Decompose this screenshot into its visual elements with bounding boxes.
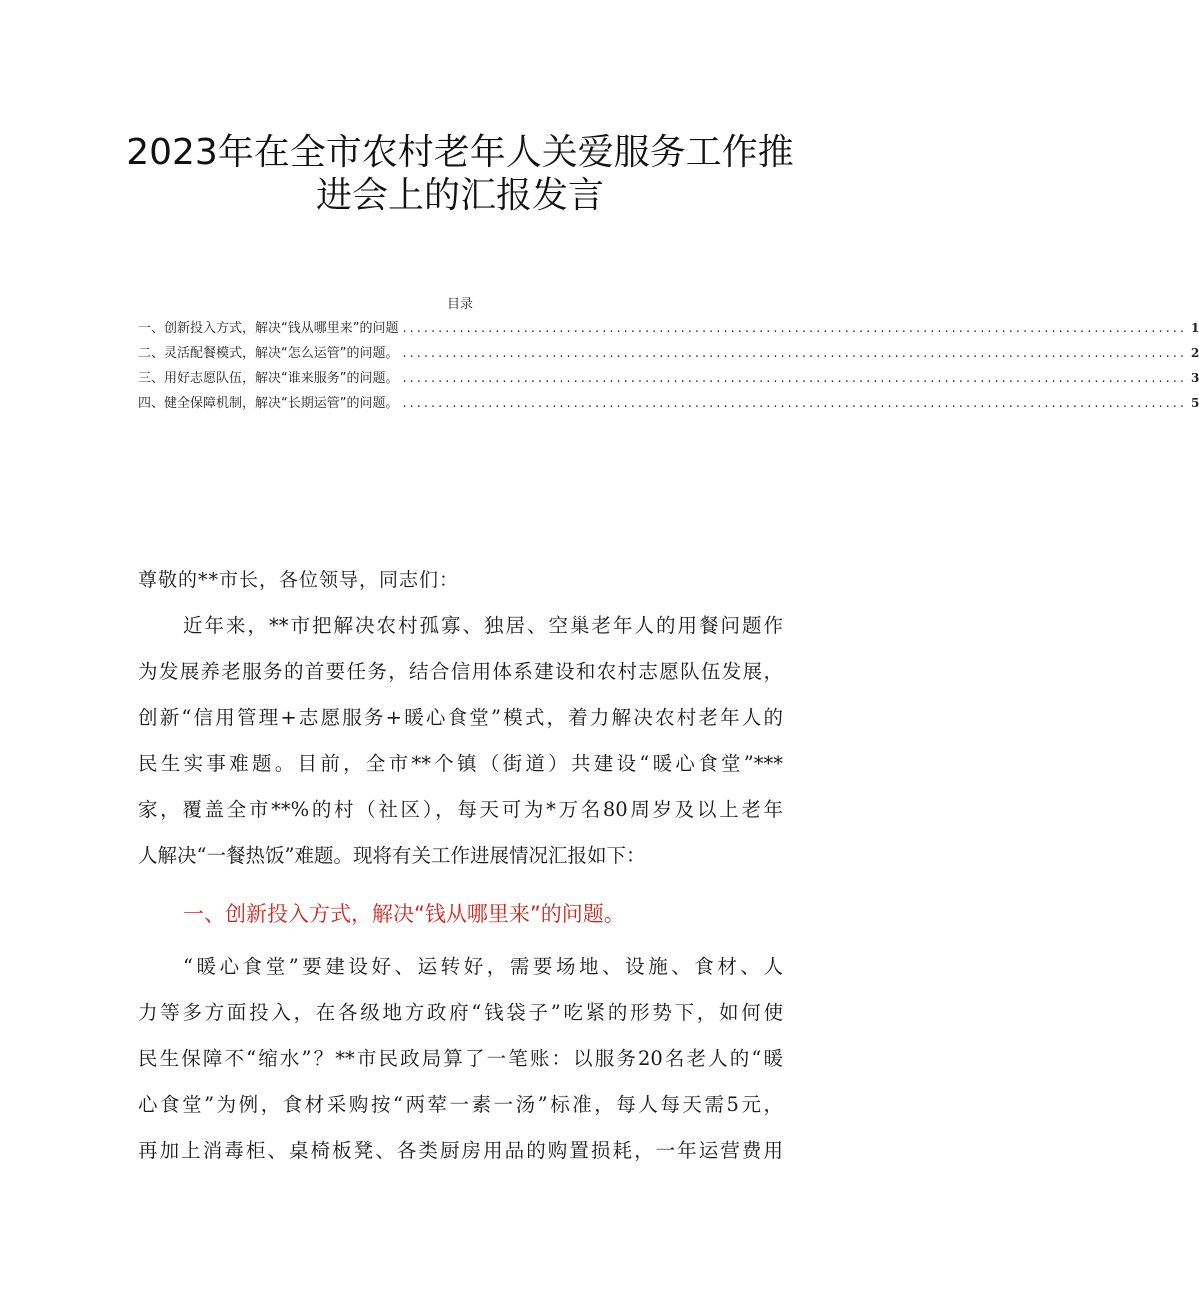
paragraph-line: “暖心食堂”要建设好、运转好，需要场地、设施、食材、人 — [183, 955, 783, 978]
toc-entry-page: 2 — [1191, 346, 1199, 360]
toc-entry[interactable] — [138, 317, 1199, 339]
toc-entry[interactable] — [138, 367, 1199, 389]
toc-leader-dots: .............................................................................................................. — [402, 346, 1188, 361]
paragraph-line: 民生实事难题。目前，全市**个镇（街道）共建设“暖心食堂”*** — [138, 752, 783, 775]
toc-entry-page: 1 — [1191, 321, 1199, 335]
paragraph-line: 人解决“一餐热饭”难题。现将有关工作进展情况汇报如下： — [138, 844, 646, 867]
paragraph-line: 为发展养老服务的首要任务，结合信用体系建设和农村志愿队伍发展， — [138, 660, 783, 683]
toc-entry-page: 5 — [1191, 396, 1199, 410]
toc-leader-dots: .............................................................................................................. — [402, 321, 1188, 336]
toc-entry-text: 一、创新投入方式，解决“钱从哪里来”的问题 — [138, 321, 399, 336]
toc-entry[interactable] — [138, 342, 1199, 364]
toc-entry-text: 三、用好志愿队伍，解决“谁来服务”的问题。 — [138, 371, 399, 386]
toc-entry[interactable] — [138, 392, 1199, 414]
toc-leader-dots: .............................................................................................................. — [402, 371, 1188, 386]
salutation: 尊敬的**市长，各位领导，同志们： — [138, 569, 460, 591]
toc-entry-page: 3 — [1191, 371, 1199, 385]
paragraph-line: 家，覆盖全市**%的村（社区），每天可为*万名80周岁及以上老年 — [138, 798, 783, 821]
paragraph-line: 民生保障不“缩水”？**市民政局算了一笔账：以服务20名老人的“暖 — [138, 1047, 783, 1070]
paragraph-line: 创新“信用管理+志愿服务+暖心食堂”模式，着力解决农村老年人的 — [138, 706, 783, 729]
document-title-line-2: 进会上的汇报发言 — [315, 175, 604, 216]
toc-heading: 目录 — [446, 297, 473, 312]
paragraph-line: 再加上消毒柜、桌椅板凳、各类厨房用品的购置损耗，一年运营费用 — [138, 1139, 783, 1162]
paragraph-line: 力等多方面投入，在各级地方政府“钱袋子”吃紧的形势下，如何使 — [138, 1001, 783, 1024]
toc-entry-text: 四、健全保障机制，解决“长期运管”的问题。 — [138, 396, 399, 411]
toc-leader-dots: .............................................................................................................. — [402, 396, 1188, 411]
toc-entry-text: 二、灵活配餐模式，解决“怎么运管”的问题。 — [138, 346, 399, 361]
section-heading: 一、创新投入方式，解决“钱从哪里来”的问题。 — [183, 902, 625, 926]
document-title-line-1: 2023年在全市农村老年人关爱服务工作推 — [126, 132, 794, 173]
paragraph-line: 心食堂”为例，食材采购按“两荤一素一汤”标准，每人每天需5元， — [138, 1093, 783, 1116]
paragraph-line: 近年来，**市把解决农村孤寡、独居、空巢老年人的用餐问题作 — [183, 614, 783, 637]
